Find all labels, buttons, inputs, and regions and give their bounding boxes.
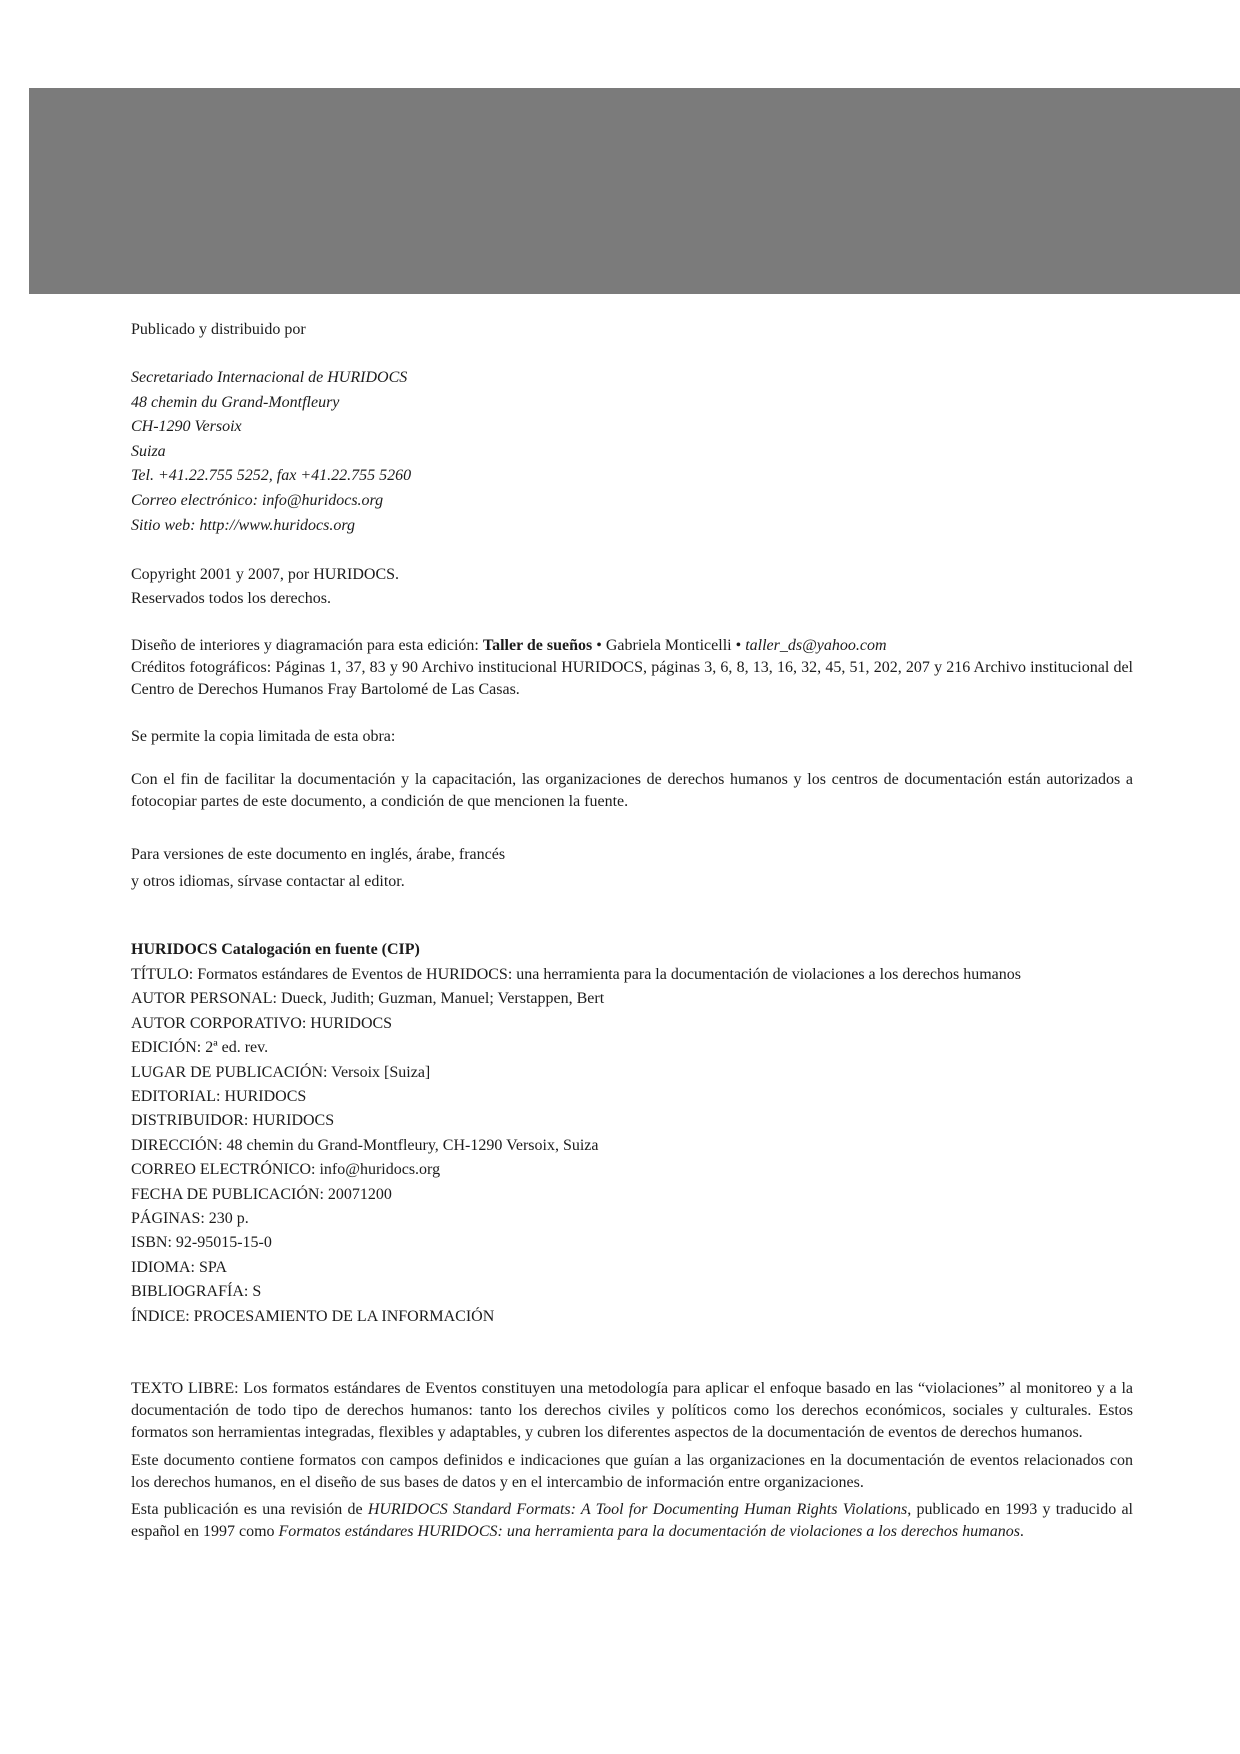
designer-name: Gabriela Monticelli	[605, 637, 732, 654]
design-credit-line	[131, 635, 1133, 657]
copyright-block	[131, 563, 1133, 611]
cip-entry-paginas: PÁGINAS: 230 p.	[131, 1210, 249, 1228]
design-credit-prefix: Diseño de interiores y diagramación para esta edición:	[131, 637, 483, 654]
address-line-org: Secretariado Internacional de HURIDOCS	[131, 369, 408, 386]
versions-line-1: Para versiones de este documento en inglés, árabe, francés	[131, 846, 506, 863]
cip-entry-idioma: IDIOMA: SPA	[131, 1258, 227, 1276]
bullet-separator: •	[592, 637, 606, 654]
address-line-street: 48 chemin du Grand-Montfleury	[131, 393, 340, 411]
cip-entry-autor-personal: AUTOR PERSONAL: Dueck, Judith; Guzman, Manuel; Verstappen, Bert	[131, 990, 605, 1008]
free-text-para-2: Este documento contiene formatos con campos definidos e indicaciones que guían a las organizaciones en la documentación de eventos relacionados con los derechos humanos, en el diseño de sus bases de datos y en el intercambio de información entre organizaciones.	[131, 1451, 1133, 1491]
header-image-placeholder	[29, 88, 1240, 294]
cip-entry-indice: ÍNDICE: PROCESAMIENTO DE LA INFORMACIÓN	[131, 1307, 495, 1325]
publisher-intro: Publicado y distribuido por	[131, 321, 306, 338]
free-text-block	[131, 1378, 1133, 1548]
address-line-phone: Tel. +41.22.755 5252, fax +41.22.755 5260	[131, 467, 412, 485]
address-line-email: Correo electrónico: info@huridocs.org	[131, 491, 384, 509]
cip-entries-block	[131, 963, 1133, 1329]
address-line-country: Suiza	[131, 442, 166, 460]
cip-entry-bibliografia: BIBLIOGRAFÍA: S	[131, 1283, 262, 1301]
publisher-address-block	[131, 366, 1133, 538]
original-title-english: HURIDOCS Standard Formats: A Tool for Documenting Human Rights Violations	[367, 1501, 908, 1519]
address-line-website: Sitio web: http://www.huridocs.org	[131, 516, 356, 534]
cip-entry-titulo: TÍTULO: Formatos estándares de Eventos de HURIDOCS: una herramienta para la documentación de violaciones a los derechos humanos	[131, 966, 1021, 983]
rights-reserved-line: Reservados todos los derechos.	[131, 590, 331, 607]
cip-entry-distribuidor: DISTRIBUIDOR: HURIDOCS	[131, 1112, 335, 1130]
address-line-city: CH-1290 Versoix	[131, 418, 242, 436]
free-text-para-3	[131, 1499, 1133, 1543]
cip-entry-editorial: EDITORIAL: HURIDOCS	[131, 1088, 307, 1106]
cip-entry-correo: CORREO ELECTRÓNICO: info@huridocs.org	[131, 1161, 441, 1179]
revision-note-prefix: Esta publicación es una revisión de	[131, 1501, 368, 1519]
design-studio-name: Taller de sueños	[482, 637, 593, 654]
credits-block	[131, 635, 1133, 702]
translated-title-spanish: Formatos estándares HURIDOCS: una herramienta para la documentación de violaciones a los derechos humanos	[278, 1523, 1020, 1541]
designer-email: taller_ds@yahoo.com	[745, 637, 887, 654]
bullet-separator: •	[731, 637, 746, 654]
cip-entry-edicion: EDICIÓN: 2ª ed. rev.	[131, 1039, 269, 1057]
copy-permission-intro: Se permite la copia limitada de esta obra:	[131, 728, 396, 745]
revision-note-suffix: .	[1019, 1523, 1024, 1541]
cip-heading: HURIDOCS Catalogación en fuente (CIP)	[131, 941, 420, 958]
versions-line-2: y otros idiomas, sírvase contactar al editor.	[131, 873, 405, 890]
cip-entry-lugar: LUGAR DE PUBLICACIÓN: Versoix [Suiza]	[131, 1063, 431, 1081]
other-versions-block	[131, 841, 1133, 895]
revision-note-middle: , publicado en 1993 y traducido al español en 1997 como	[131, 1501, 1134, 1541]
copy-permission-body: Con el fin de facilitar la documentación y la capacitación, las organizaciones de derechos humanos y los centros de documentación están autorizados a fotocopiar partes de este documento, a condición de que mencionen la fuente.	[131, 771, 1133, 811]
cip-entry-isbn: ISBN: 92-95015-15-0	[131, 1234, 272, 1252]
photo-credits-line: Créditos fotográficos: Páginas 1, 37, 83 y 90 Archivo institucional HURIDOCS, páginas 3, 6, 8, 13, 16, 32, 45, 51, 202, 207 y 216 Archivo institucional del Centro de Derechos Humanos Fray Bartolomé de Las Casas.	[131, 659, 1133, 699]
cip-entry-direccion: DIRECCIÓN: 48 chemin du Grand-Montfleury, CH-1290 Versoix, Suiza	[131, 1136, 599, 1154]
free-text-para-1: TEXTO LIBRE: Los formatos estándares de Eventos constituyen una metodología para aplicar el enfoque basado en las “violaciones” al monitoreo y a la documentación de todo tipo de derechos humanos: tanto los derechos civiles y políticos como los derechos económicos, sociales y culturales. Estos formatos son herramientas integradas, flexibles y adaptables, y cubren los diferentes aspectos de la documentación de eventos de derechos humanos.	[131, 1380, 1133, 1442]
cip-entry-autor-corporativo: AUTOR CORPORATIVO: HURIDOCS	[131, 1014, 393, 1032]
cip-entry-fecha: FECHA DE PUBLICACIÓN: 20071200	[131, 1185, 392, 1203]
copyright-line: Copyright 2001 y 2007, por HURIDOCS.	[131, 566, 400, 583]
